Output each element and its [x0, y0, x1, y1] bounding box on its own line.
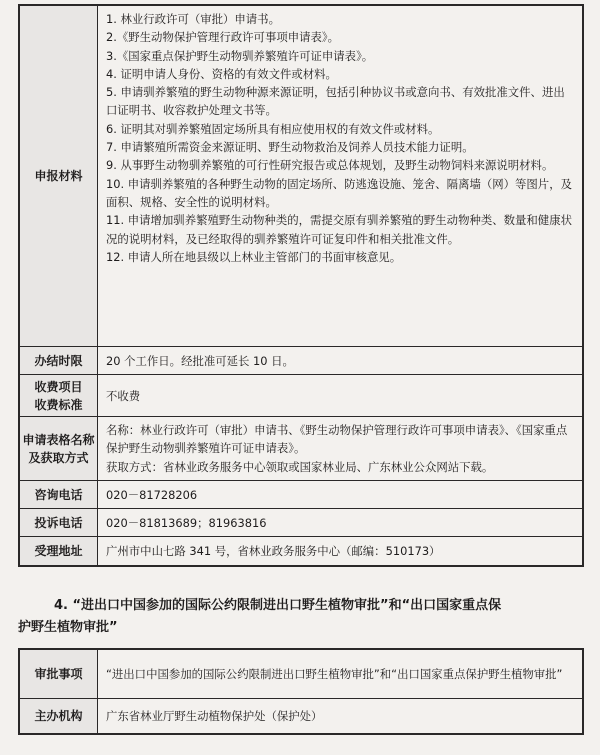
- material-item: 7. 申请繁殖所需资金来源证明、野生动物救治及饲养人员技术能力证明。: [106, 140, 474, 155]
- forms-value: [98, 417, 582, 480]
- material-item: 10. 申请驯养繁殖的各种野生动物的固定场所、防逃逸设施、笼舍、隔离墙（网）等图片，及面积、规格、安全性的说明材料。: [106, 176, 572, 209]
- section-4-heading-line2: 护野生植物审批”: [18, 620, 118, 635]
- material-item: 12. 申请人所在地县级以上林业主管部门的书面审核意见。: [106, 249, 402, 264]
- organizer-value: 广东省林业厅野生动植物保护处（保护处）: [106, 709, 323, 724]
- fees-label-line1: 收费项目: [34, 379, 83, 394]
- address-row: [20, 536, 582, 565]
- section-4-heading: [18, 595, 584, 639]
- phone-label: 咨询电话: [20, 481, 98, 508]
- material-item: 9. 从事野生动物驯养繁殖的可行性研究报告或总体规划，及野生动物饲料来源说明材料。: [106, 158, 554, 173]
- approval-table: [18, 648, 584, 735]
- forms-access-text: 获取方式：省林业政务服务中心领取或国家林业局、广东林业公众网站下载。: [106, 459, 494, 474]
- material-item: 2.《野生动物保护管理行政许可事项申请表》。: [106, 30, 339, 45]
- fees-label-line2: 收费标准: [34, 397, 83, 412]
- approval-label: 审批事项: [20, 650, 98, 698]
- forms-name-text: 名称：林业行政许可（审批）申请书、《野生动物保护管理行政许可事项申请表》、《国家重点保护野生动物驯养繁殖许可证申请表》。: [106, 423, 568, 456]
- materials-row: [20, 6, 582, 346]
- section-4-heading-line1: 4. “进出口中国参加的国际公约限制进出口野生植物审批”和“出口国家重点保: [54, 598, 502, 613]
- fees-row: [20, 374, 582, 416]
- materials-table: [18, 4, 584, 567]
- time-limit-row: [20, 346, 582, 374]
- forms-label-line2: 及获取方式: [28, 450, 89, 465]
- fees-value: 不收费: [106, 388, 141, 403]
- time-limit-label: 办结时限: [20, 347, 98, 374]
- material-item: 4. 证明申请人身份、资格的有效文件或材料。: [106, 66, 337, 81]
- organizer-row: [20, 698, 582, 733]
- time-limit-value: 20 个工作日。经批准可延长 10 日。: [106, 353, 294, 368]
- material-item: 3.《国家重点保护野生动物驯养繁殖许可证申请表》。: [106, 48, 374, 63]
- fees-label: [20, 375, 98, 416]
- approval-row: [20, 650, 582, 698]
- forms-label-line1: 申请表格名称: [22, 432, 95, 447]
- address-label: 受理地址: [20, 537, 98, 565]
- complaint-row: [20, 508, 582, 536]
- forms-label: [20, 417, 98, 480]
- phone-value: 020－81728206: [106, 487, 198, 502]
- materials-label: 申报材料: [20, 6, 98, 346]
- material-item: 6. 证明其对驯养繁殖固定场所具有相应使用权的有效文件或材料。: [106, 121, 440, 136]
- material-item: 11. 申请增加驯养繁殖野生动物种类的，需提交原有驯养繁殖的野生动物种类、数量和健康状况的说明材料，及已经取得的驯养繁殖许可证复印件和相关批准文件。: [106, 213, 572, 246]
- approval-value: “进出口中国参加的国际公约限制进出口野生植物审批”和“出口国家重点保护野生植物审批”: [106, 667, 563, 682]
- material-item: 5. 申请驯养繁殖的野生动物种源来源证明，包括引种协议书或意向书、有效批准文件、进出口证明书、收容救护处理文书等。: [106, 85, 565, 118]
- forms-row: [20, 416, 582, 480]
- materials-list: [98, 6, 582, 346]
- complaint-value: 020－81813689；81963816: [106, 515, 267, 530]
- phone-row: [20, 480, 582, 508]
- complaint-label: 投诉电话: [20, 509, 98, 536]
- organizer-label: 主办机构: [20, 699, 98, 733]
- material-item: 1. 林业行政许可（审批）申请书。: [106, 12, 280, 26]
- address-value: 广州市中山七路 341 号，省林业政务服务中心（邮编：510173）: [106, 544, 441, 559]
